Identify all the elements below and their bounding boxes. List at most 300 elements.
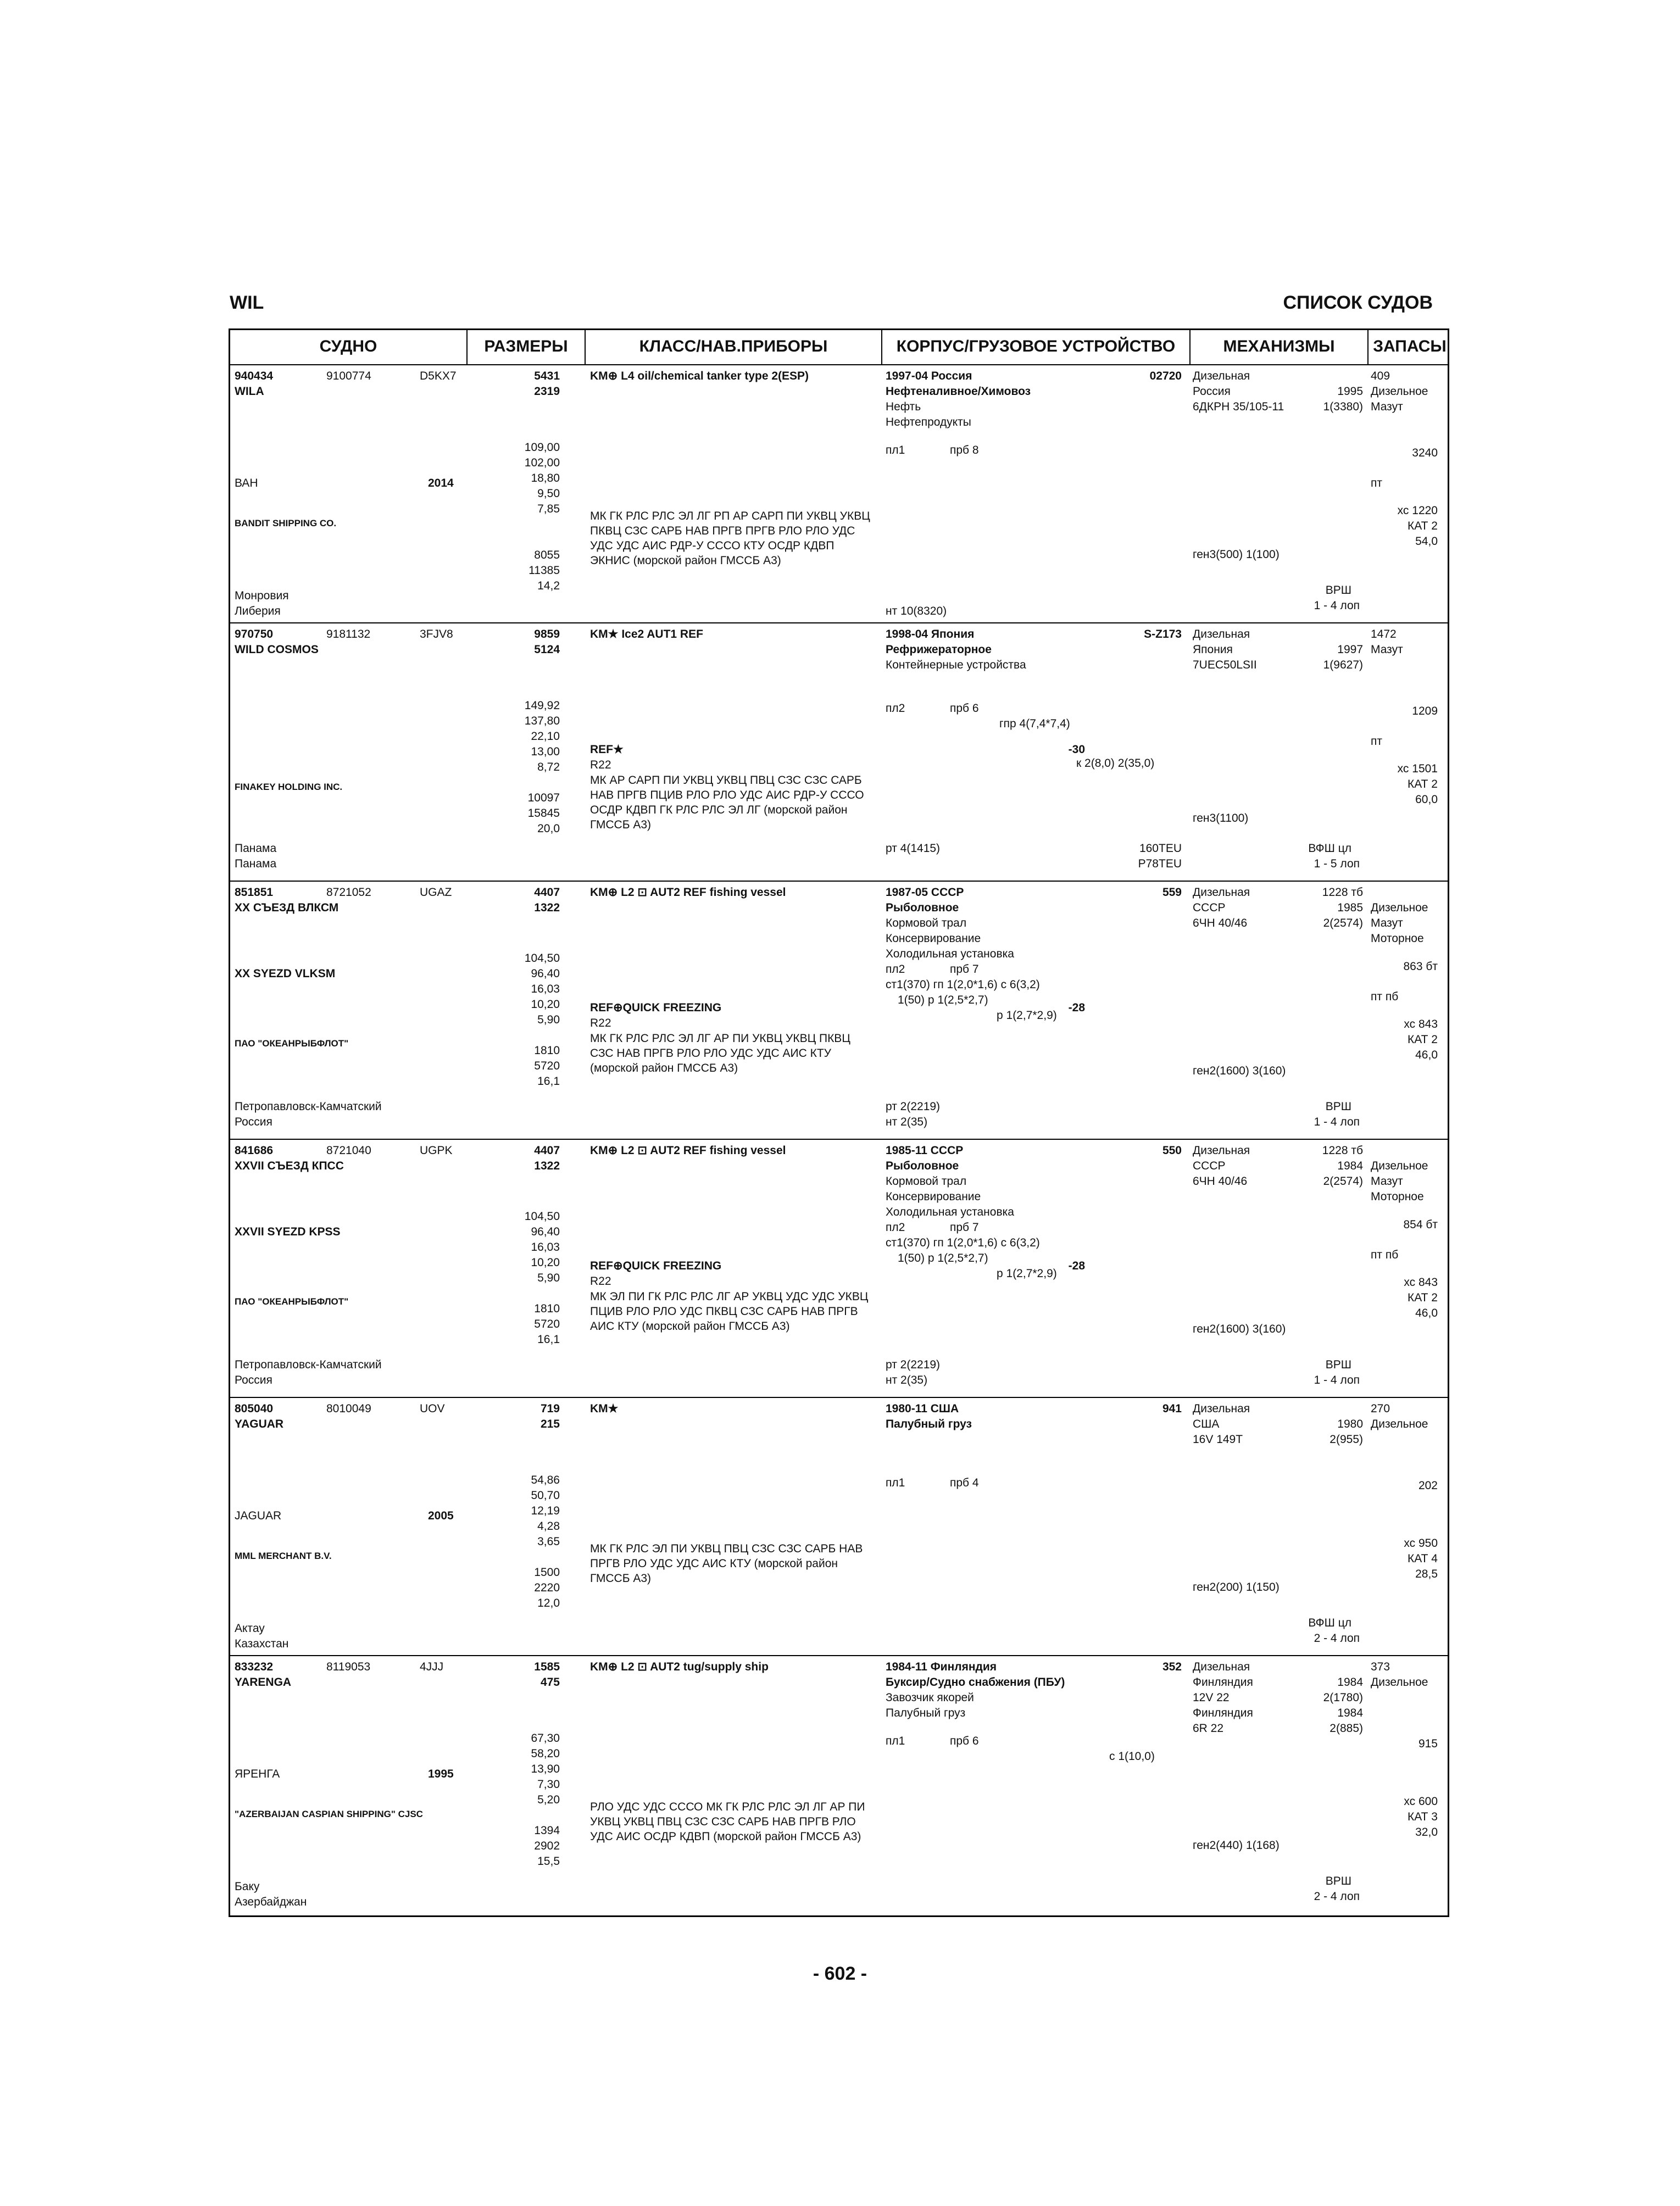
supply-value: 863 бт	[1403, 960, 1438, 973]
mech-value: 2(885)	[1329, 1722, 1363, 1735]
ship-table	[229, 328, 1449, 1917]
ship-name: YARENGA	[235, 1676, 292, 1689]
imo-number: 9100774	[326, 370, 371, 382]
supply-value: 1209	[1412, 705, 1438, 717]
supply-detail: КАТ 2	[1408, 778, 1438, 790]
hull-line: 1984-11 Финляндия	[886, 1661, 997, 1673]
mech-value: 1980	[1337, 1418, 1363, 1430]
ship-name: WILD COSMOS	[235, 643, 319, 656]
hull-line: Холодильная установка	[886, 948, 1014, 960]
build-year: 2014	[428, 477, 454, 489]
dim-value: 18,80	[531, 472, 560, 484]
alt-name: ВАН	[235, 477, 258, 489]
dim-top-2: 215	[540, 1418, 560, 1430]
generators: ген3(500) 1(100)	[1193, 548, 1280, 561]
mech-value: 1997	[1337, 643, 1363, 656]
propeller-blades: 1 - 4 лоп	[1314, 1116, 1360, 1128]
nav-equipment: МК ЭЛ ПИ ГК РЛС РЛС ЛГ АР УКВЦ УДС УДС УКВЦ ПЦИВ РЛО РЛО УДС ПКВЦ СЗС САРБ НАВ ПРГВ АИС КТУ (морской район ГМССБ А3)	[590, 1290, 869, 1333]
header-right: СПИСОК СУДОВ	[1283, 292, 1433, 313]
dim-value: 5,90	[537, 1013, 560, 1026]
generators: ген2(1600) 3(160)	[1193, 1323, 1286, 1335]
mech-line: 7UEC50LSII	[1193, 659, 1257, 671]
class-ref: REF⊕QUICK FREEZING	[590, 1260, 722, 1272]
propeller: ВРШ	[1325, 1875, 1351, 1887]
owner: ПАО "ОКЕАНРЫБФЛОТ"	[235, 1296, 349, 1307]
mech-value: 1(3380)	[1323, 400, 1363, 413]
dim-top-2: 5124	[534, 643, 560, 656]
ship-name: YAGUAR	[235, 1418, 284, 1430]
mech-line: СССР	[1193, 1160, 1226, 1172]
supply-detail: хс 1501	[1397, 762, 1438, 775]
mech-value: 2(955)	[1329, 1433, 1363, 1446]
mech-value: 2(1780)	[1323, 1691, 1363, 1704]
flag: Казахстан	[235, 1637, 289, 1650]
supply-line: Дизельное	[1371, 1676, 1428, 1689]
dim-top-1: 4407	[534, 1144, 560, 1157]
supply-line: Моторное	[1371, 1190, 1424, 1203]
class-ref: REF★	[590, 743, 624, 756]
supply-detail: хс 843	[1404, 1276, 1438, 1289]
supply-detail: хс 1220	[1397, 504, 1438, 517]
build-year: 2005	[428, 1509, 454, 1522]
mech-line: Дизельная	[1193, 370, 1250, 382]
supply-detail: КАТ 4	[1408, 1552, 1438, 1565]
class-notation: KM⊕ L2 ⊡ AUT2 tug/supply ship	[590, 1661, 769, 1673]
cargo-extra: ст1(370) гп 1(2,0*1,6) с 6(3,2)	[886, 978, 1040, 991]
dim-value: 12,19	[531, 1505, 560, 1517]
col-header-class: КЛАСС/НАВ.ПРИБОРЫ	[639, 337, 828, 355]
col-header-ship: СУДНО	[319, 337, 377, 355]
dim-value: 15,5	[537, 1855, 560, 1868]
cargo-holds: прб 6	[950, 1735, 979, 1747]
supply-detail: КАТ 2	[1408, 1291, 1438, 1304]
supply-detail: КАТ 2	[1408, 1033, 1438, 1046]
supply-line: 1472	[1371, 628, 1397, 640]
alt-name: XX SYEZD VLKSM	[235, 967, 336, 980]
supply-detail: 46,0	[1415, 1049, 1438, 1061]
dim-top-1: 1585	[534, 1661, 560, 1673]
class-refrigerant: R22	[590, 759, 611, 771]
mech-line: Дизельная	[1193, 886, 1250, 899]
owner: "AZERBAIJAN CASPIAN SHIPPING" CJSC	[235, 1809, 423, 1819]
nav-equipment: МК ГК РЛС РЛС ЭЛ ЛГ РП АР САРП ПИ УКВЦ УКВЦ ПКВЦ СЗС САРБ НАВ ПРГВ ПРГВ РЛО РЛО УДС УДС УДС АИС РДР-У СССО КТУ ОСДР КДВП ЭКНИС (морской район ГМССБ А3)	[590, 510, 870, 567]
call-sign: UGAZ	[420, 886, 452, 899]
dim-top-2: 475	[540, 1676, 560, 1689]
hull-bottom: нт 10(8320)	[886, 605, 947, 617]
col-header-mech: МЕХАНИЗМЫ	[1223, 337, 1335, 355]
dim-value: 67,30	[531, 1732, 560, 1745]
hull-line: Консервирование	[886, 932, 981, 945]
dim-value: 50,70	[531, 1489, 560, 1502]
mech-line: Финляндия	[1193, 1707, 1253, 1719]
dim-value: 14,2	[537, 580, 560, 592]
dim-value: 22,10	[531, 730, 560, 743]
propeller: ВРШ	[1325, 584, 1351, 597]
supply-value: 854 бт	[1403, 1218, 1438, 1231]
class-notation: KM⊕ L2 ⊡ AUT2 REF fishing vessel	[590, 886, 786, 899]
cargo-holds: прб 4	[950, 1477, 979, 1489]
propeller-blades: 1 - 4 лоп	[1314, 599, 1360, 612]
mech-line: Дизельная	[1193, 1402, 1250, 1415]
dim-value: 16,1	[537, 1075, 560, 1088]
mech-value: 2(2574)	[1323, 1175, 1363, 1188]
hull-line: 1985-11 СССР	[886, 1144, 964, 1157]
propeller-blades: 2 - 4 лоп	[1314, 1890, 1360, 1903]
alt-name: JAGUAR	[235, 1509, 282, 1522]
imo-number: 8721040	[326, 1144, 371, 1157]
ship-record	[230, 1659, 1448, 1918]
hull-number: 559	[1162, 886, 1182, 899]
dim-value: 8055	[534, 549, 560, 561]
supply-detail: 46,0	[1415, 1307, 1438, 1319]
supply-detail: КАТ 3	[1408, 1811, 1438, 1823]
dim-value: 96,40	[531, 1225, 560, 1238]
call-sign: 4JJJ	[420, 1661, 444, 1673]
col-header-dims: РАЗМЕРЫ	[484, 337, 568, 355]
ship-record	[230, 1401, 1448, 1659]
cargo-cranes: к 2(8,0) 2(35,0)	[1076, 757, 1155, 770]
mech-line: США	[1193, 1418, 1220, 1430]
hull-bottom-2: нт 2(35)	[886, 1374, 928, 1386]
supply-line: Мазут	[1371, 643, 1403, 656]
supply-line: Дизельное	[1371, 385, 1428, 398]
cargo-decks: пл2	[886, 702, 905, 715]
port: Актау	[235, 1622, 265, 1635]
propeller: ВРШ	[1325, 1358, 1351, 1371]
dim-top-2: 1322	[534, 901, 560, 914]
hull-bottom: рт 2(2219)	[886, 1100, 941, 1113]
dim-value: 13,00	[531, 745, 560, 758]
cargo-holds: прб 8	[950, 444, 979, 456]
supply-detail: 60,0	[1415, 793, 1438, 806]
dim-top-2: 1322	[534, 1160, 560, 1172]
hull-line: Рыболовное	[886, 1160, 959, 1172]
port: Петропавловск-Камчатский	[235, 1358, 382, 1371]
supply-value: 3240	[1412, 447, 1438, 459]
hull-line: Холодильная установка	[886, 1206, 1014, 1218]
nav-equipment: МК ГК РЛС ЭЛ ПИ УКВЦ ПВЦ СЗС СЗС САРБ НАВ ПРГВ РЛО УДС УДС АИС КТУ (морской район ГМССБ А3)	[590, 1542, 863, 1585]
owner: BANDIT SHIPPING CO.	[235, 518, 337, 528]
mech-line: Дизельная	[1193, 1661, 1250, 1673]
dim-value: 7,30	[537, 1778, 560, 1791]
propeller-blades: 1 - 5 лоп	[1314, 857, 1360, 870]
generators: ген2(200) 1(150)	[1193, 1581, 1280, 1594]
hull-line: Нефть	[886, 400, 921, 413]
hull-line: 1987-05 СССР	[886, 886, 964, 899]
dim-value: 8,72	[537, 761, 560, 773]
dim-top-1: 9859	[534, 628, 560, 640]
propeller: ВФШ цл	[1308, 1617, 1351, 1629]
imo-number: 9181132	[326, 628, 371, 640]
ship-record	[230, 1143, 1448, 1401]
supply-type: пт	[1371, 477, 1382, 489]
call-sign: 3FJV8	[420, 628, 453, 640]
col-header-supplies: ЗАПАСЫ	[1373, 337, 1447, 355]
dim-value: 5720	[534, 1060, 560, 1072]
ship-name: XX СЪЕЗД ВЛКСМ	[235, 901, 339, 914]
dim-value: 1394	[534, 1824, 560, 1837]
cargo-holds: прб 7	[950, 1221, 979, 1234]
flag: Азербайджан	[235, 1896, 307, 1908]
mech-value: 1984	[1337, 1676, 1363, 1689]
dim-value: 96,40	[531, 967, 560, 980]
mech-line: Дизельная	[1193, 1144, 1250, 1157]
dim-value: 10,20	[531, 998, 560, 1011]
supply-detail: хс 600	[1404, 1795, 1438, 1808]
mech-line: 6ДКРН 35/105-11	[1193, 400, 1284, 413]
nav-equipment: МК АР САРП ПИ УКВЦ УКВЦ ПВЦ СЗС СЗС САРБ НАВ ПРГВ ПЦИВ РЛО РЛО УДС АИС РДР-У СССО ОСДР КДВП ГК РЛС РЛС ЭЛ ЛГ (морской район ГМССБ А3)	[590, 774, 864, 831]
supply-line: Дизельное	[1371, 1418, 1428, 1430]
dim-value: 104,50	[524, 952, 560, 965]
supply-type: пт пб	[1371, 990, 1399, 1003]
supply-value: 915	[1418, 1737, 1438, 1750]
class-notation: KM★ Ice2 AUT1 REF	[590, 628, 703, 640]
port: Петропавловск-Камчатский	[235, 1100, 382, 1113]
hull-line: Рыболовное	[886, 901, 959, 914]
nav-equipment: МК ГК РЛС РЛС ЭЛ ЛГ АР ПИ УКВЦ УКВЦ ПКВЦ СЗС НАВ ПРГВ РЛО РЛО УДС УДС АИС КТУ (морской район ГМССБ А3)	[590, 1032, 850, 1074]
mech-line: 6R 22	[1193, 1722, 1224, 1735]
supply-line: Моторное	[1371, 932, 1424, 945]
dim-value: 11385	[529, 564, 560, 577]
supply-type: пт пб	[1371, 1249, 1399, 1261]
teu-capacity: 160TEU	[1139, 842, 1182, 855]
dim-value: 7,85	[537, 503, 560, 515]
supply-line: 373	[1371, 1661, 1390, 1673]
dim-value: 20,0	[537, 822, 560, 835]
class-ref: REF⊕QUICK FREEZING	[590, 1001, 722, 1014]
cargo-extra-3: р 1(2,7*2,9)	[997, 1009, 1057, 1022]
hull-line: Нефтепродукты	[886, 416, 971, 428]
mech-value: 1995	[1337, 385, 1363, 398]
dim-value: 15845	[527, 807, 560, 820]
class-refrigerant: R22	[590, 1275, 611, 1288]
generators: ген2(440) 1(168)	[1193, 1839, 1280, 1852]
call-sign: UGPK	[420, 1144, 453, 1157]
mech-value: 1228 тб	[1322, 886, 1363, 899]
dim-value: 10,20	[531, 1256, 560, 1269]
dim-value: 5,90	[537, 1272, 560, 1284]
ship-id: 841686	[235, 1144, 274, 1157]
col-header-hull: КОРПУС/ГРУЗОВОЕ УСТРОЙСТВО	[896, 337, 1176, 355]
dim-value: 102,00	[524, 456, 560, 469]
hull-number: 352	[1162, 1661, 1182, 1673]
cargo-holds: прб 7	[950, 963, 979, 976]
propeller: ВФШ цл	[1308, 842, 1351, 855]
mech-value: 1984	[1337, 1707, 1363, 1719]
dim-top-1: 5431	[534, 370, 560, 382]
dim-value: 54,86	[531, 1474, 560, 1486]
hull-line: Завозчик якорей	[886, 1691, 974, 1704]
cargo-holds: прб 6	[950, 702, 979, 715]
cargo-extra-3: р 1(2,7*2,9)	[997, 1267, 1057, 1280]
hull-line: Кормовой трал	[886, 917, 967, 929]
hull-number: S-Z173	[1144, 628, 1182, 640]
mech-line: СССР	[1193, 901, 1226, 914]
supply-line: Дизельное	[1371, 1160, 1428, 1172]
mech-line: Япония	[1193, 643, 1233, 656]
mech-value: 1228 тб	[1322, 1144, 1363, 1157]
generators: ген2(1600) 3(160)	[1193, 1065, 1286, 1077]
hull-line: Буксир/Судно снабжения (ПБУ)	[886, 1676, 1065, 1689]
dim-value: 2220	[534, 1581, 560, 1594]
dim-value: 137,80	[524, 715, 560, 727]
supply-line: 270	[1371, 1402, 1390, 1415]
port: Монровия	[235, 589, 289, 602]
supply-line: Мазут	[1371, 917, 1403, 929]
dim-value: 1810	[534, 1302, 560, 1315]
dim-value: 13,90	[531, 1763, 560, 1775]
hull-number: 02720	[1149, 370, 1182, 382]
dim-value: 58,20	[531, 1747, 560, 1760]
hull-line: Нефтеналивное/Химовоз	[886, 385, 1031, 398]
cargo-extra: ст1(370) гп 1(2,0*1,6) с 6(3,2)	[886, 1236, 1040, 1249]
class-ref-temp: -28	[1068, 1260, 1085, 1272]
flag: Россия	[235, 1374, 272, 1386]
mech-line: 6ЧН 40/46	[1193, 917, 1248, 929]
dim-value: 109,00	[524, 441, 560, 454]
mech-line: Россия	[1193, 385, 1231, 398]
supply-detail: 32,0	[1415, 1826, 1438, 1839]
supply-detail: 54,0	[1415, 535, 1438, 548]
dim-value: 3,65	[537, 1535, 560, 1548]
dim-value: 16,03	[531, 983, 560, 995]
class-ref-temp: -28	[1068, 1001, 1085, 1014]
propeller-blades: 1 - 4 лоп	[1314, 1374, 1360, 1386]
ship-id: 805040	[235, 1402, 274, 1415]
ship-id: 970750	[235, 628, 274, 640]
supply-detail: хс 950	[1404, 1537, 1438, 1550]
port: Панама	[235, 842, 277, 855]
hull-line: 1980-11 США	[886, 1402, 959, 1415]
port: Баку	[235, 1880, 260, 1893]
mech-line: Финляндия	[1193, 1676, 1253, 1689]
build-year: 1995	[428, 1768, 454, 1780]
propeller-blades: 2 - 4 лоп	[1314, 1632, 1360, 1645]
imo-number: 8119053	[326, 1661, 371, 1673]
alt-name: ЯРЕНГА	[235, 1768, 280, 1780]
hull-line: 1998-04 Япония	[886, 628, 975, 640]
ship-record	[230, 369, 1448, 627]
supply-line: Дизельное	[1371, 901, 1428, 914]
dim-value: 16,1	[537, 1333, 560, 1346]
cargo-decks: пл1	[886, 1477, 905, 1489]
hull-line: Палубный груз	[886, 1418, 972, 1430]
hull-number: 941	[1162, 1402, 1182, 1415]
call-sign: D5KX7	[420, 370, 457, 382]
mech-line: 12V 22	[1193, 1691, 1230, 1704]
ship-name: XXVII СЪЕЗД КПСС	[235, 1160, 344, 1172]
owner: ПАО "ОКЕАНРЫБФЛОТ"	[235, 1038, 349, 1049]
alt-name: XXVII SYEZD KPSS	[235, 1225, 341, 1238]
header-left: WIL	[230, 292, 264, 313]
supply-detail: хс 843	[1404, 1018, 1438, 1030]
nav-equipment: РЛО УДС УДС СССО МК ГК РЛС РЛС ЭЛ ЛГ АР ПИ УКВЦ УКВЦ ПВЦ СЗС СЗС САРБ НАВ ПРГВ РЛО УДС АИС ОСДР КДВП (морской район ГМССБ А3)	[590, 1801, 865, 1843]
cargo-decks: пл1	[886, 1735, 905, 1747]
imo-number: 8010049	[326, 1402, 371, 1415]
dim-value: 104,50	[524, 1210, 560, 1223]
class-notation: KM★	[590, 1402, 619, 1415]
hull-line: Консервирование	[886, 1190, 981, 1203]
hull-bottom: рт 2(2219)	[886, 1358, 941, 1371]
supply-line: 409	[1371, 370, 1390, 382]
ship-record	[230, 627, 1448, 885]
owner: MML MERCHANT B.V.	[235, 1551, 332, 1561]
cargo-extra-2: 1(50) р 1(2,5*2,7)	[898, 994, 988, 1006]
dim-value: 12,0	[537, 1597, 560, 1609]
dim-value: 2902	[534, 1840, 560, 1852]
call-sign: UOV	[420, 1402, 445, 1415]
dim-top-1: 719	[540, 1402, 560, 1415]
dim-value: 1500	[534, 1566, 560, 1579]
mech-value: 1985	[1337, 901, 1363, 914]
mech-value: 2(2574)	[1323, 917, 1363, 929]
owner: FINAKEY HOLDING INC.	[235, 782, 343, 792]
ship-id: 940434	[235, 370, 274, 382]
dim-value: 1810	[534, 1044, 560, 1057]
dim-value: 5720	[534, 1318, 560, 1330]
mech-line: 6ЧН 40/46	[1193, 1175, 1248, 1188]
flag: Панама	[235, 857, 277, 870]
hull-bottom: рт 4(1415)	[886, 842, 941, 855]
dim-value: 9,50	[537, 487, 560, 500]
supply-line: Мазут	[1371, 1175, 1403, 1188]
dim-value: 5,20	[537, 1793, 560, 1806]
supply-detail: 28,5	[1415, 1568, 1438, 1580]
cargo-decks: пл2	[886, 1221, 905, 1234]
supply-type: пт	[1371, 735, 1382, 748]
mech-line: 16V 149T	[1193, 1433, 1243, 1446]
supply-value: 202	[1418, 1479, 1438, 1492]
hull-line: Кормовой трал	[886, 1175, 967, 1188]
imo-number: 8721052	[326, 886, 371, 899]
teu-capacity-2: P78TEU	[1138, 857, 1182, 870]
ship-record	[230, 885, 1448, 1143]
flag: Россия	[235, 1116, 272, 1128]
class-refrigerant: R22	[590, 1017, 611, 1029]
class-notation: KM⊕ L4 oil/chemical tanker type 2(ESP)	[590, 370, 809, 382]
mech-value: 1(9627)	[1323, 659, 1363, 671]
hull-line: Палубный груз	[886, 1707, 966, 1719]
flag: Либерия	[235, 605, 281, 617]
class-notation: KM⊕ L2 ⊡ AUT2 REF fishing vessel	[590, 1144, 786, 1157]
cargo-decks: пл2	[886, 963, 905, 976]
cargo-decks: пл1	[886, 444, 905, 456]
dim-value: 10097	[527, 792, 560, 804]
ship-id: 833232	[235, 1661, 274, 1673]
cargo-extra-2: 1(50) р 1(2,5*2,7)	[898, 1252, 988, 1264]
hull-line: Контейнерные устройства	[886, 659, 1026, 671]
dim-top-1: 4407	[534, 886, 560, 899]
hull-line: 1997-04 Россия	[886, 370, 972, 382]
generators: ген3(1100)	[1193, 812, 1249, 825]
hull-bottom-2: нт 2(35)	[886, 1116, 928, 1128]
class-ref-temp: -30	[1068, 743, 1085, 756]
ship-id: 851851	[235, 886, 274, 899]
hull-line: Рефрижераторное	[886, 643, 992, 656]
cargo-cranes: с 1(10,0)	[1109, 1750, 1155, 1763]
ship-name: WILA	[235, 385, 264, 398]
page-number: - 602 -	[813, 1963, 867, 1984]
dim-value: 149,92	[524, 699, 560, 712]
supply-line: Мазут	[1371, 400, 1403, 413]
mech-line: Дизельная	[1193, 628, 1250, 640]
mech-value: 1984	[1337, 1160, 1363, 1172]
propeller: ВРШ	[1325, 1100, 1351, 1113]
hull-number: 550	[1162, 1144, 1182, 1157]
supply-detail: КАТ 2	[1408, 520, 1438, 532]
dim-value: 16,03	[531, 1241, 560, 1254]
dim-value: 4,28	[537, 1520, 560, 1533]
